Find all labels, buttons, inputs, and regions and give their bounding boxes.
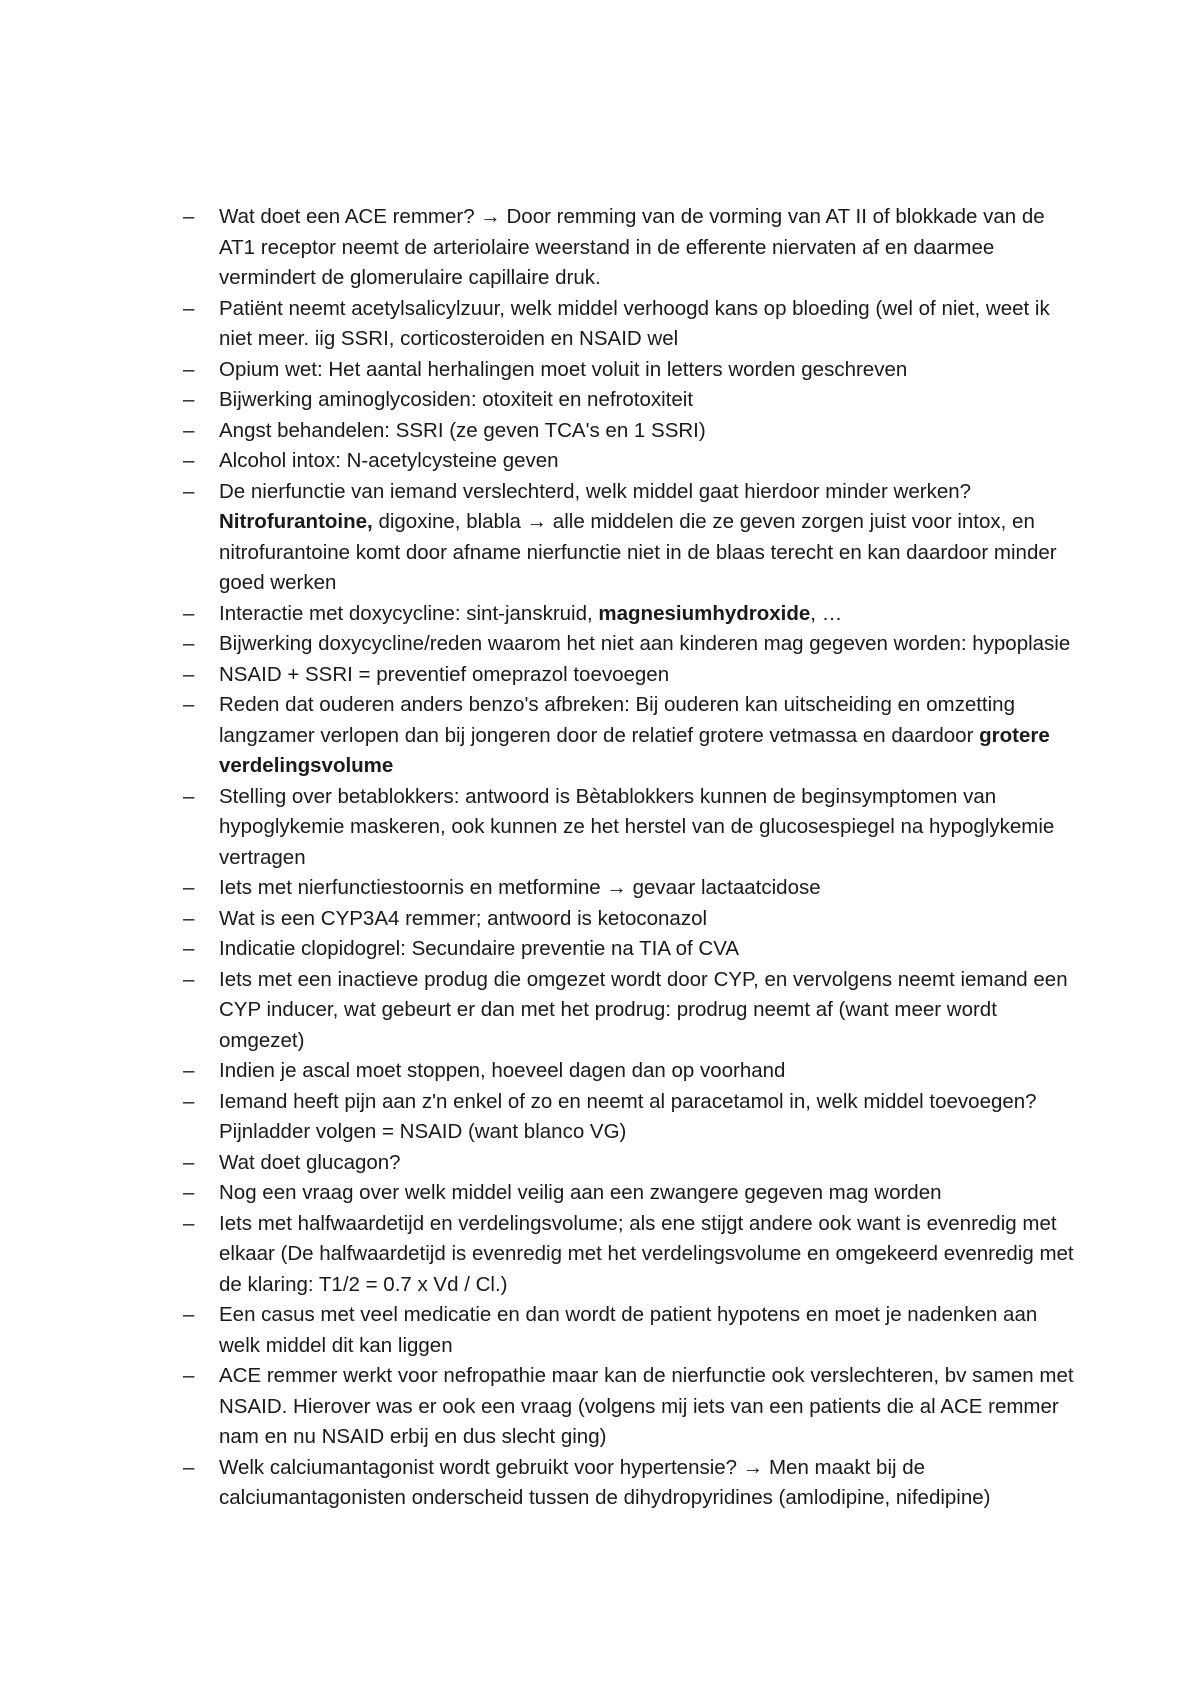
list-item: [183, 934, 1083, 965]
item-text: Indien je ascal moet stoppen, hoeveel dagen dan op voorhand: [219, 1059, 786, 1082]
bullet-dash: –: [183, 1150, 195, 1174]
bullet-dash: –: [183, 1455, 195, 1479]
bullet-dash: –: [183, 357, 195, 381]
item-text: Indicatie clopidogrel: Secundaire preventie na TIA of CVA: [219, 937, 740, 960]
list-item: [183, 355, 1083, 386]
list-item: [183, 1300, 1083, 1361]
list-item: [183, 1087, 1083, 1148]
item-text: Iets met nierfunctiestoornis en metformine → gevaar lactaatcidose: [219, 876, 821, 899]
bullet-dash: –: [183, 1303, 195, 1326]
item-text: NSAID + SSRI = preventief omeprazol toevoegen: [219, 662, 670, 686]
item-text: Patiënt neemt acetylsalicylzuur, welk middel verhoogd kans op bloeding (wel of niet, weet ik niet meer. iig SSRI, corticosteroiden en NSAID wel: [219, 296, 1050, 350]
list-item: [183, 416, 1083, 447]
bullet-dash: –: [183, 449, 195, 472]
list-item: [183, 1361, 1083, 1453]
bullet-dash: –: [183, 876, 195, 899]
item-text: Stelling over betablokkers: antwoord is Bètablokkers kunnen de beginsymptomen van hypoglykemie maskeren, ook kunnen ze het herstel van de glucosespiegel na hypoglykemie vertragen: [219, 784, 1055, 869]
bullet-dash: –: [183, 784, 195, 808]
item-text-pre: Reden dat ouderen anders benzo's afbreken: Bij ouderen kan uitscheiding en omzetting langzamer verlopen dan bij jongeren door de relatief grotere vetmassa en daardoor: [219, 693, 1015, 747]
list-item: [183, 690, 1083, 782]
bullet-dash: –: [183, 693, 195, 716]
item-text-bold: Nitrofurantoine,: [219, 510, 373, 533]
bullet-dash: –: [183, 1181, 195, 1204]
item-text: Iets met een inactieve produg die omgezet wordt door CYP, en vervolgens neemt iemand een CYP inducer, wat gebeurt er dan met het prodrug: prodrug neemt af (want meer wordt omgezet): [219, 967, 1068, 1052]
list-item: [183, 294, 1083, 355]
list-item: [183, 873, 1083, 904]
list-item: [183, 1178, 1083, 1209]
list-item: [183, 1453, 1083, 1514]
bullet-dash: –: [183, 937, 195, 960]
list-item: [183, 1056, 1083, 1087]
bullet-dash: –: [183, 388, 195, 411]
list-item: [183, 629, 1083, 660]
bullet-dash: –: [183, 1089, 195, 1113]
bullet-dash: –: [183, 296, 195, 320]
item-text-post: , …: [810, 601, 843, 625]
bullet-dash: –: [183, 205, 195, 228]
list-item: [183, 202, 1083, 294]
item-text: Bijwerking aminoglycosiden: otoxiteit en nefrotoxiteit: [219, 388, 694, 411]
item-text: Wat doet glucagon?: [219, 1150, 401, 1174]
list-item: [183, 1148, 1083, 1179]
list-item: [183, 965, 1083, 1057]
item-text: Nog een vraag over welk middel veilig aan een zwangere gegeven mag worden: [219, 1181, 942, 1204]
item-text: Wat doet een ACE remmer? → Door remming van de vorming van AT II of blokkade van de AT1 receptor neemt de arteriolaire weerstand in de efferente niervaten af en daarmee vermindert de glomerulaire capillaire druk.: [219, 205, 1045, 289]
item-text-bold: grotere verdelingsvolume: [219, 723, 1050, 777]
item-text: Angst behandelen: SSRI (ze geven TCA's en 1 SSRI): [219, 418, 706, 442]
item-text: Alcohol intox: N-acetylcysteine geven: [219, 449, 559, 472]
list-item: [183, 477, 1083, 599]
list-item: [183, 904, 1083, 935]
item-text: Bijwerking doxycycline/reden waarom het niet aan kinderen mag gegeven worden: hypoplasie: [219, 632, 1071, 655]
bullet-dash: –: [183, 967, 195, 991]
item-text: Een casus met veel medicatie en dan wordt de patient hypotens en moet je nadenken aan welk middel dit kan liggen: [219, 1303, 1038, 1357]
bullet-dash: –: [183, 662, 195, 686]
item-text-bold: magnesiumhydroxide: [598, 601, 811, 625]
list-item: [183, 599, 1083, 630]
bullet-dash: –: [183, 479, 195, 503]
item-text: Iets met halfwaardetijd en verdelingsvolume; als ene stijgt andere ook want is evenredig met elkaar (De halfwaardetijd is evenredig met het verdelingsvolume en omgekeerd evenredig met de klaring: T1/2 = 0.7 x Vd / Cl.): [219, 1211, 1074, 1296]
bullet-dash: –: [183, 632, 195, 655]
item-text-pre: De nierfunctie van iemand verslechterd, welk middel gaat hierdoor minder werken?: [219, 479, 972, 503]
item-text: Wat is een CYP3A4 remmer; antwoord is ketoconazol: [219, 906, 708, 930]
bullet-dash: –: [183, 418, 195, 442]
item-text-pre: Interactie met doxycycline: sint-janskruid,: [219, 601, 599, 625]
item-text-post: digoxine, blabla → alle middelen die ze geven zorgen juist voor intox, en nitrofurantoine komt door afname nierfunctie niet in de blaas terecht en kan daardoor minder goed werken: [219, 510, 1057, 594]
list-item: [183, 446, 1083, 477]
bullet-dash: –: [183, 1059, 195, 1082]
bullet-dash: –: [183, 601, 195, 625]
list-item: [183, 1209, 1083, 1301]
list-item: [183, 385, 1083, 416]
item-text: Welk calciumantagonist wordt gebruikt voor hypertensie? → Men maakt bij de calciumantagonisten onderscheid tussen de dihydropyridines (amlodipine, nifedipine): [219, 1455, 991, 1509]
bullet-dash: –: [183, 906, 195, 930]
list-item: [183, 782, 1083, 874]
list-item: [183, 660, 1083, 691]
bullet-dash: –: [183, 1364, 195, 1387]
item-text: Opium wet: Het aantal herhalingen moet voluit in letters worden geschreven: [219, 357, 908, 381]
notes-list: [183, 202, 1083, 1514]
bullet-dash: –: [183, 1211, 195, 1235]
item-text: Iemand heeft pijn aan z'n enkel of zo en neemt al paracetamol in, welk middel toevoegen? Pijnladder volgen = NSAID (want blanco VG): [219, 1089, 1037, 1143]
item-text: ACE remmer werkt voor nefropathie maar kan de nierfunctie ook verslechteren, bv samen met NSAID. Hierover was er ook een vraag (volgens mij iets van een patients die al ACE remmer nam en nu NSAID erbij en dus slecht ging): [219, 1364, 1074, 1448]
